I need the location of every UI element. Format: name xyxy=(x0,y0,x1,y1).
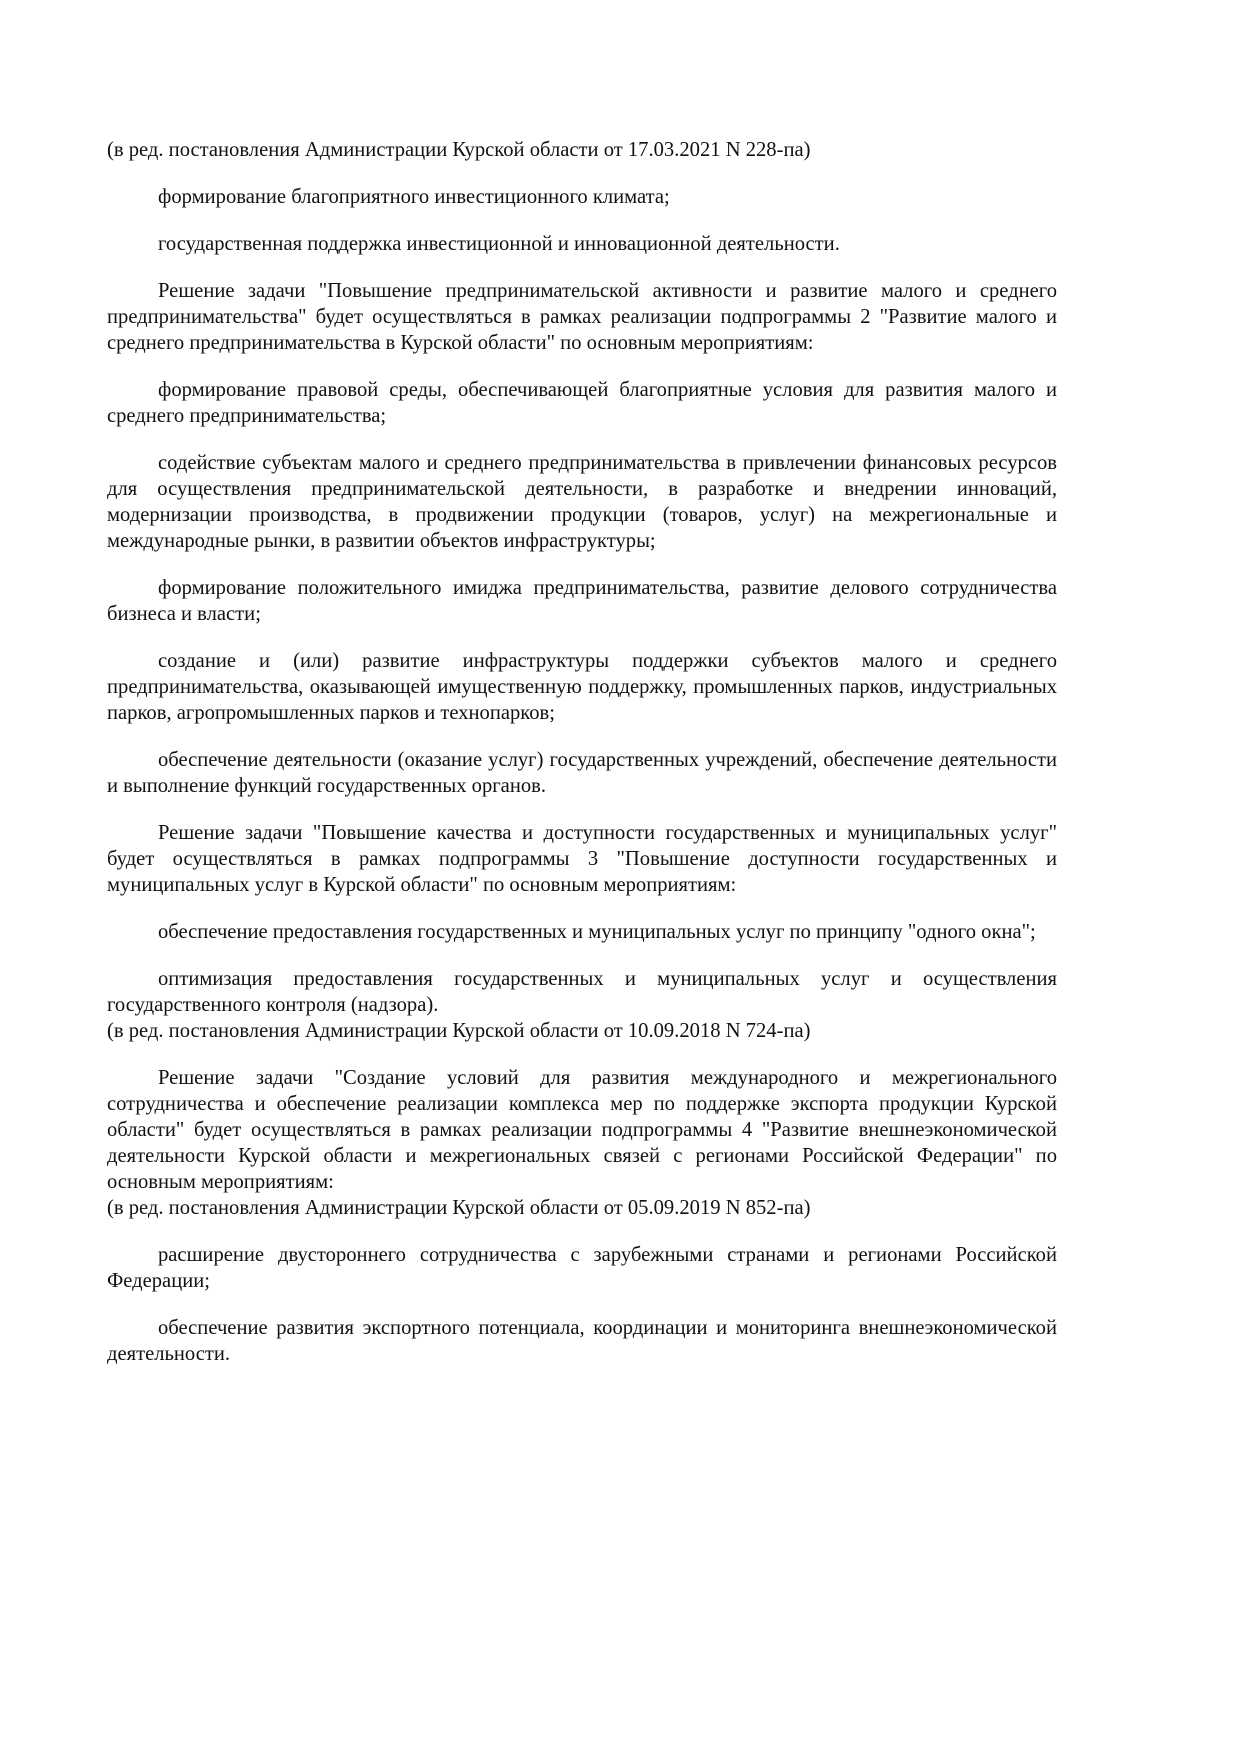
paragraph: обеспечение деятельности (оказание услуг) государственных учреждений, обеспечение деятельности и выполнение функций государственных органов. xyxy=(107,749,1057,797)
paragraph: государственная поддержка инвестиционной и инновационной деятельности. xyxy=(158,233,840,255)
paragraph: Решение задачи "Создание условий для развития международного и межрегионального сотрудничества и обеспечение реализации комплекса мер по поддержке экспорта продукции Курской области" будет осуществляться в рамках реализации подпрограммы 4 "Развитие внешнеэкономической деятельности Курской области и межрегиональных связей с регионами Российской Федерации" по основным мероприятиям: xyxy=(107,1067,1057,1193)
paragraph: формирование положительного имиджа предпринимательства, развитие делового сотрудничества бизнеса и власти; xyxy=(107,577,1057,625)
paragraph: Решение задачи "Повышение качества и доступности государственных и муниципальных услуг" будет осуществляться в рамках подпрограммы 3 "Повышение доступности государственных и муниципальных услуг в Курской области" по основным мероприятиям: xyxy=(107,822,1057,896)
amendment-reference: (в ред. постановления Администрации Курской области от 17.03.2021 N 228-па) xyxy=(107,139,811,161)
paragraph: создание и (или) развитие инфраструктуры поддержки субъектов малого и среднего предпринимательства, оказывающей имущественную поддержку, промышленных парков, индустриальных парков, агропромышленных парков и технопарков; xyxy=(107,650,1057,724)
paragraph: формирование благоприятного инвестиционного климата; xyxy=(158,186,670,208)
paragraph: обеспечение предоставления государственных и муниципальных услуг по принципу "одного окна"; xyxy=(158,921,1036,943)
paragraph: Решение задачи "Повышение предпринимательской активности и развитие малого и среднего предпринимательства" будет осуществляться в рамках реализации подпрограммы 2 "Развитие малого и среднего предпринимательства в Курской области" по основным мероприятиям: xyxy=(107,280,1057,354)
paragraph: оптимизация предоставления государственных и муниципальных услуг и осуществления государственного контроля (надзора). xyxy=(107,968,1057,1016)
paragraph: расширение двустороннего сотрудничества с зарубежными странами и регионами Российской Федерации; xyxy=(107,1244,1057,1292)
document-page xyxy=(107,137,1057,1388)
paragraph: содействие субъектам малого и среднего предпринимательства в привлечении финансовых ресурсов для осуществления предпринимательской деятельности, в разработке и внедрении инноваций, модернизации производства, в продвижении продукции (товаров, услуг) на межрегиональные и международные рынки, в развитии объектов инфраструктуры; xyxy=(107,452,1057,552)
amendment-reference: (в ред. постановления Администрации Курской области от 10.09.2018 N 724-па) xyxy=(107,1020,811,1042)
amendment-reference: (в ред. постановления Администрации Курской области от 05.09.2019 N 852-па) xyxy=(107,1197,811,1219)
paragraph: обеспечение развития экспортного потенциала, координации и мониторинга внешнеэкономической деятельности. xyxy=(107,1317,1057,1365)
paragraph: формирование правовой среды, обеспечивающей благоприятные условия для развития малого и среднего предпринимательства; xyxy=(107,379,1057,427)
